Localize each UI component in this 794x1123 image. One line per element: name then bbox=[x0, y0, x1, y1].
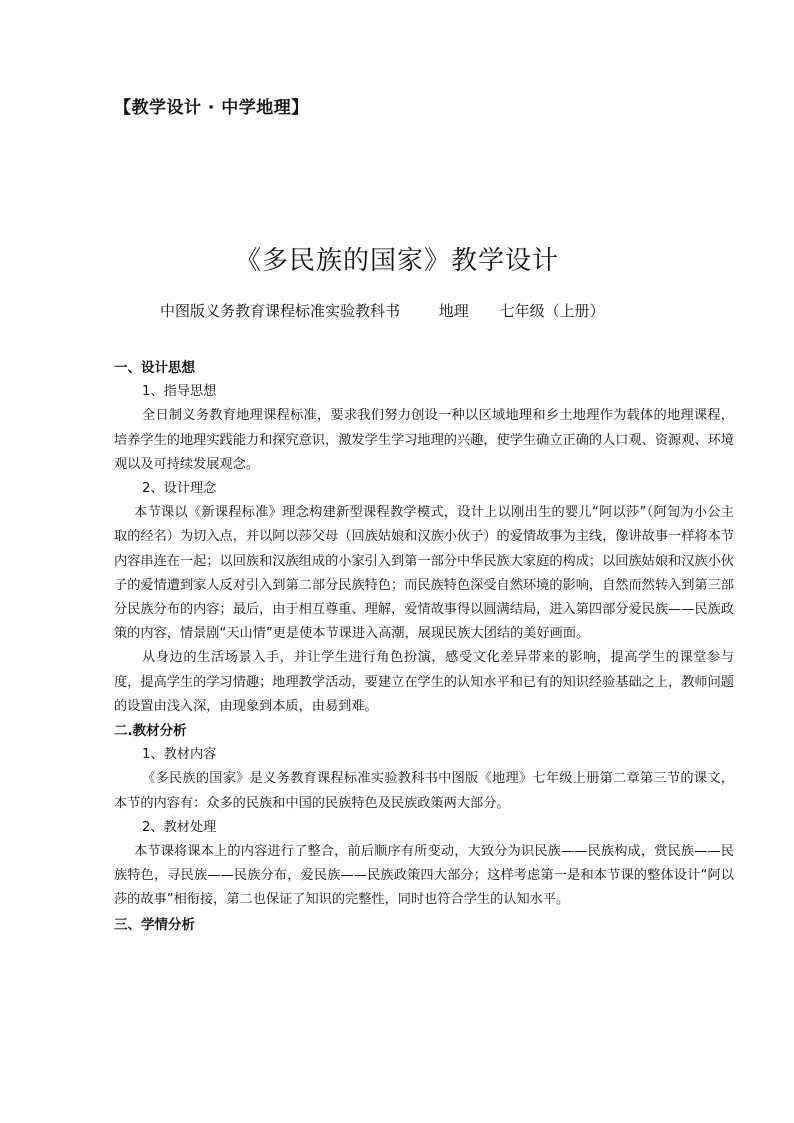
document-subtitle bbox=[160, 300, 605, 321]
subheading-guiding-thought: 1、指导思想 bbox=[142, 384, 217, 400]
subtitle-grade: 七年级（上册） bbox=[499, 302, 605, 320]
paragraph-textbook-processing: 本节课将课本上的内容进行了整合，前后顺序有所变动，大致分为识民族——民族构成，赏民族——民族特色，寻民族——民族分布，爱民族——民族政策四大部分；这样考虑第一是和本节课的整体设计“阿以莎的故事”相衔接，第二也保证了知识的完整性，同时也符合学生的认知水平。 bbox=[114, 844, 734, 908]
paragraph-guiding-thought: 全日制义务教育地理课程标准，要求我们努力创设一种以区域地理和乡土地理作为载体的地理课程，培养学生的地理实践能力和探究意识，激发学生学习地理的兴趣，使学生确立正确的人口观、资源观、环境观以及可持续发展观念。 bbox=[114, 408, 734, 472]
header-tag: 【教学设计 · 中学地理】 bbox=[114, 98, 309, 118]
paragraph-textbook-content: 《多民族的国家》是义务教育课程标准实验教科书中图版《地理》七年级上册第二章第三节的课文，本节的内容有：众多的民族和中国的民族特色及民族政策两大部分。 bbox=[114, 771, 734, 811]
section-heading-design-thought: 一、设计思想 bbox=[114, 360, 195, 376]
section-heading-learner-analysis: 三、学情分析 bbox=[114, 916, 195, 933]
paragraph-design-concept-1: 本节课以《新课程标准》理念构建新型课程教学模式，设计上以刚出生的婴儿“阿以莎”（阿訇为小公主取的经名）为切入点，并以阿以莎父母（回族姑娘和汉族小伙子）的爱情故事为主线，像讲故事一样将本节内容串连在一起；以回族和汉族组成的小家引入到第一部分中华民族大家庭的构成；以回族姑娘和汉族小伙子的爱情遭到家人反对引入到第二部分民族特色；而民族特色深受自然环境的影响，自然而然转入到第三部分民族分布的内容；最后，由于相互尊重、理解，爱情故事得以圆满结局，进入第四部分爱民族——民族政策的内容，情景剧“天山情”更是使本节课进入高潮，展现民族大团结的美好画面。 bbox=[114, 505, 734, 642]
subheading-textbook-processing: 2、教材处理 bbox=[142, 819, 217, 835]
subheading-textbook-content: 1、教材内容 bbox=[142, 747, 217, 763]
paragraph-design-concept-2: 从身边的生活场景入手，并让学生进行角色扮演，感受文化差异带来的影响，提高学生的课堂参与度，提高学生的学习情趣；地理教学活动，要建立在学生的认知水平和已有的知识经验基础之上，教师问题的设置由浅入深，由现象到本质，由易到难。 bbox=[114, 650, 734, 714]
document-body bbox=[114, 356, 734, 937]
document-title: 《多民族的国家》教学设计 bbox=[234, 246, 559, 276]
subheading-design-concept: 2、设计理念 bbox=[142, 481, 217, 497]
subtitle-subject: 地理 bbox=[438, 302, 469, 320]
section-heading-textbook-analysis: 二.教材分析 bbox=[114, 723, 187, 740]
subtitle-book: 中图版义务教育课程标准实验教科书 bbox=[160, 302, 401, 320]
